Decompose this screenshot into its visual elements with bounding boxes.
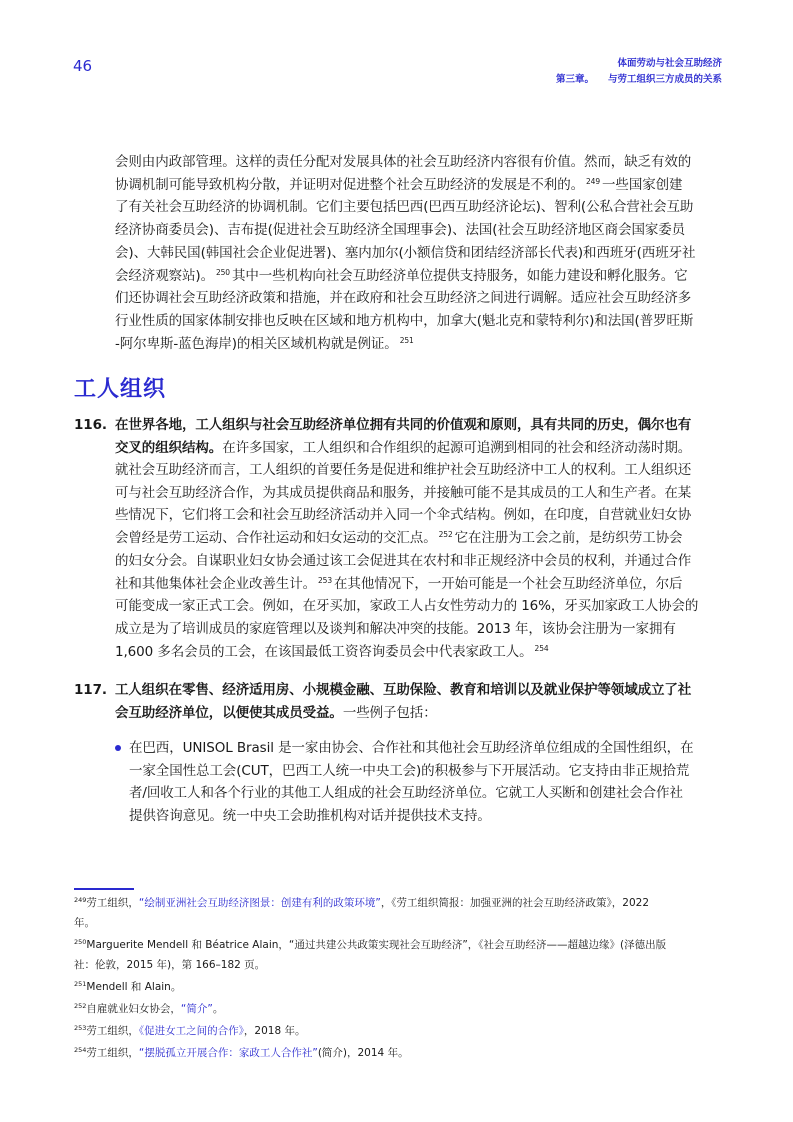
paragraph-number: 117. [74,682,107,698]
paragraph-116 [74,414,724,459]
text-line: 协调机制可能导致机构分散，并证明对促进整个社会互助经济的发展是不利的。 $^{249}$ 一些国家创建 [115,176,683,193]
text-line: 在世界各地，工人组织与社会互助经济单位拥有共同的价值观和原则，具有共同的历史，偶尔也有 [115,417,692,433]
text-line: 经济协商委员会)、吉布提(促进社会互助经济全国理事会)、法国(社会互助经济地区商会国家委员 [115,222,686,239]
text-line: 会曾经是劳工运动、合作社运动和妇女运动的交汇点。 $^{252}$ 它在注册为工会之前，是纺织劳工协会 [115,530,683,547]
footnote: $^{251}$Mendell 和 Alain。 [74,980,182,993]
footnote: $^{254}$劳工组织，“摆脱孤立开展合作：家政工人合作社”(简介)，2014 年。 [74,1046,409,1059]
text-line: 的妇女分会。自谋职业妇女协会通过该工会促进其在农村和非正规经济中会员的权利，并通过合作 [115,552,692,569]
text-line: 可能变成一家正式工会。例如，在牙买加，家政工人占女性劳动力的 16%，牙买加家政工人协会的 [115,598,699,615]
text-line: 会则由内政部管理。这样的责任分配对发展具体的社会互助经济内容很有价值。然而，缺乏有效的 [115,154,692,170]
footnote-ref[interactable]: 254 [534,643,549,653]
footnote-number: 254 [74,1046,87,1054]
footnote: $^{252}$自雇就业妇女协会，“简介”。 [74,1002,224,1015]
text-line: 会经济观察站)。 $^{250}$ 其中一些机构向社会互助经济单位提供支持服务，如能力建设和孵化服务。它 [115,267,688,284]
footnote-number: 251 [74,980,87,988]
text-line: 就社会互助经济而言，工人组织的首要任务是促进和维护社会互助经济中工人的权利。工人组织还 [115,462,692,478]
chapter-title: 与劳工组织三方成员的关系 [607,74,722,85]
footnote-ref[interactable]: 249 [586,176,601,186]
footnote-link[interactable]: 《促进女工之间的合作》 [138,1025,244,1037]
footnote-link[interactable]: “绘制亚洲社会互助经济图景：创建有利的政策环境” [138,897,381,909]
text-line: 成立是为了培训成员的家庭管理以及谈判和解决冲突的技能。2013 年，该协会注册为一家拥有 [115,620,676,637]
footnotes [74,893,724,1065]
footnote: $^{253}$劳工组织，《促进女工之间的合作》，2018 年。 [74,1024,306,1037]
text-line: 工人组织在零售、经济适用房、小规模金融、互助保险、教育和培训以及就业保护等领域成立了社 [115,682,692,698]
text-line: -阿尔卑斯-蓝色海岸)的相关区域机构就是例证。 $^{251}$ [115,335,414,352]
section-heading: 工人组织 [74,377,167,402]
footnote: $^{250}$Marguerite Mendell 和 Béatrice Alain，“通过共建公共政策实现社会互助经济”，《社会互助经济——超越边缘》(泽德出版 社：伦敦，2015 年)，第 166–182 页。 [74,938,667,971]
text-line: 交叉的组织结构。在许多国家，工人组织和合作组织的起源可追溯到相同的社会和经济动荡时期。 [115,439,692,456]
paragraph-117 [74,679,724,724]
footnote-divider [74,888,134,890]
text-line: 者/回收工人和各个行业的其他工人组成的社会互助经济单位。它就工人买断和创建社会合作社 [129,785,683,802]
footnote-number: 253 [74,1024,87,1032]
text-line: 会)、大韩民国(韩国社会企业促进署)、塞内加尔(小额信贷和团结经济部长代表)和西班牙(西班牙社 [115,244,696,261]
paragraph-116-continued [115,459,727,663]
footnote-ref[interactable]: 251 [399,335,414,345]
paragraph-number: 116. [74,417,107,433]
text-line: 们还协调社会互助经济政策和措施，并在政府和社会互助经济之间进行调解。适应社会互助经济多 [115,290,692,307]
text-line: 提供咨询意见。统一中央工会助推机构对话并提供技术支持。 [129,808,491,825]
bullet-dot-icon [115,745,121,751]
text-line: 在巴西，UNISOL Brasil 是一家由协会、合作社和其他社会互助经济单位组成的全国性组织，在 [129,740,694,756]
footnote-ref[interactable]: 252 [438,530,453,540]
footnote-number: 252 [74,1002,87,1010]
intro-paragraph [115,151,722,355]
footnote-ref[interactable]: 250 [215,267,230,277]
footnote-number: 249 [74,896,87,904]
page-number: 46 [73,57,93,75]
text-line: 社和其他集体社会企业改善生计。 $^{253}$ 在其他情况下，一开始可能是一个社会互助经济单位，尔后 [115,575,683,592]
footnote: $^{249}$劳工组织，“绘制亚洲社会互助经济图景：创建有利的政策环境”，《劳工组织简报：加强亚洲的社会互助经济政策》，2022 年。 [74,896,650,929]
text-line: 1,600 多名会员的工会，在该国最低工资咨询委员会中代表家政工人。 $^{254}$ [115,643,549,660]
footnote-number: 250 [74,938,87,946]
footnote-link[interactable]: “简介” [180,1003,213,1015]
text-line: 了有关社会互助经济的协调机制。它们主要包括巴西(巴西互助经济论坛)、智利(公私合营社会互助 [115,199,694,216]
bullet-item [115,737,725,828]
report-title: 体面劳动与社会互助经济 [617,58,722,69]
text-line: 行业性质的国家体制安排也反映在区域和地方机构中，加拿大(魁北克和蒙特利尔)和法国(普罗旺斯 [115,312,694,329]
text-line: 会互助经济单位，以便使其成员受益。一些例子包括： [115,704,437,721]
text-line: 些情况下，它们将工会和社会互助经济活动并入同一个伞式结构。例如，在印度，自营就业妇女协 [115,507,692,524]
text-line: 可与社会互助经济合作，为其成员提供商品和服务，并接触可能不是其成员的工人和生产者。在某 [115,484,692,501]
running-header [556,56,722,88]
chapter-label: 第三章。 [555,74,594,85]
text-line: 一家全国性总工会(CUT，巴西工人统一中央工会)的积极参与下开展活动。它支持由非正规拾荒 [129,762,690,779]
footnote-ref[interactable]: 253 [318,575,333,585]
footnote-link[interactable]: “摆脱孤立开展合作：家政工人合作社” [138,1047,318,1059]
chapter-line [556,72,722,88]
